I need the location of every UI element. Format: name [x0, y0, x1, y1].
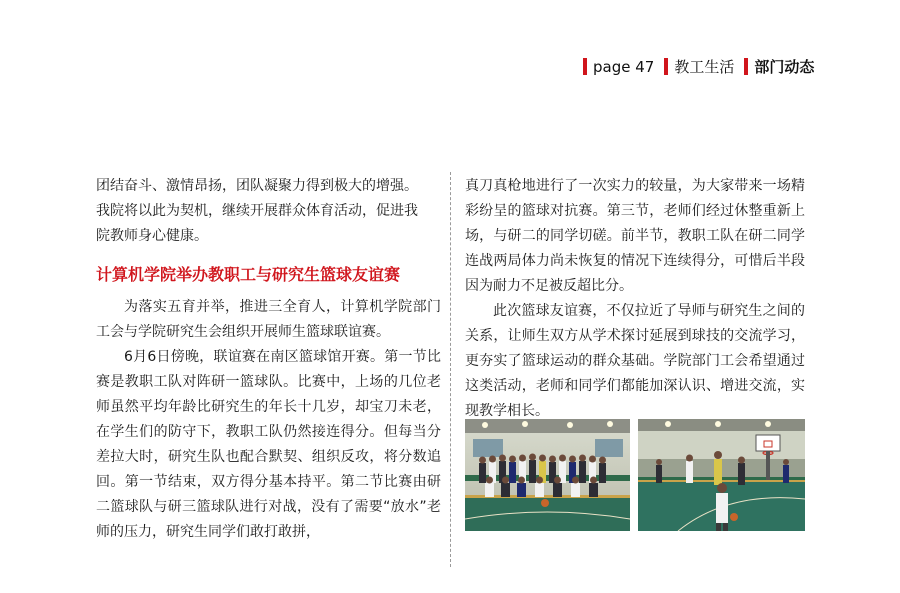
article-title: 计算机学院举办教职工与研究生篮球友谊赛	[96, 265, 401, 284]
intro-line: 院教师身心健康。	[96, 228, 208, 244]
accent-bar	[744, 58, 748, 75]
page-header	[583, 56, 824, 77]
article-paragraph: 为落实五育并举，推进三全育人，计算机学院部门工会与学院研究生会组织开展师生篮球联谊赛。	[96, 299, 441, 340]
accent-bar	[664, 58, 668, 75]
article-paragraph: 此次篮球友谊赛，不仅拉近了导师与研究生之间的关系，让师生双方从学术探讨延展到球技的交流学习，更夯实了篮球运动的群众基础。学院部门工会希望通过这类活动，老师和同学们都能加深认识、增进交流，实现教学相长。	[465, 303, 805, 419]
category-name	[744, 56, 814, 77]
page-number	[583, 58, 654, 76]
article-paragraph: 6月6日傍晚，联谊赛在南区篮球馆开赛。第一节比赛是教职工队对阵研一篮球队。比赛中，上场的几位老师虽然平均年龄比研究生的年长十几岁，却宝刀未老，在学生们的防守下，教职工队仍然接连得分。但每当分差拉大时，研究生队也配合默契、组织反攻，将分数追回。第一节结束，双方得分基本持平。第二节比赛由研二篮球队与研三篮球队进行对战，没有了需要“放水”老师的压力，研究生同学们敢打敢拼，	[96, 349, 441, 540]
team-group-photo	[465, 419, 630, 531]
category-name-text: 部门动态	[754, 58, 815, 76]
accent-bar	[583, 58, 587, 75]
article-paragraph: 真刀真枪地进行了一次实力的较量，为大家带来一场精彩纷呈的篮球对抗赛。第三节，老师们经过休整重新上场，与研二的同学切磋。前半节，教职工队在研二同学连战两局体力尚未恢复的情况下连续得分，可惜后半段因为耐力不足被反超比分。	[465, 178, 805, 294]
right-column	[465, 174, 805, 424]
page-number-text: page 47	[593, 57, 655, 76]
left-column	[96, 174, 441, 545]
intro-line: 我院将以此为契机，继续开展群众体育活动，促进我	[96, 203, 418, 219]
section-name-text: 教工生活	[674, 58, 735, 76]
game-action-photo	[638, 419, 805, 531]
intro-line: 团结奋斗、激情昂扬，团队凝聚力得到极大的增强。	[96, 178, 418, 194]
section-name	[664, 56, 734, 77]
column-divider	[450, 172, 451, 567]
